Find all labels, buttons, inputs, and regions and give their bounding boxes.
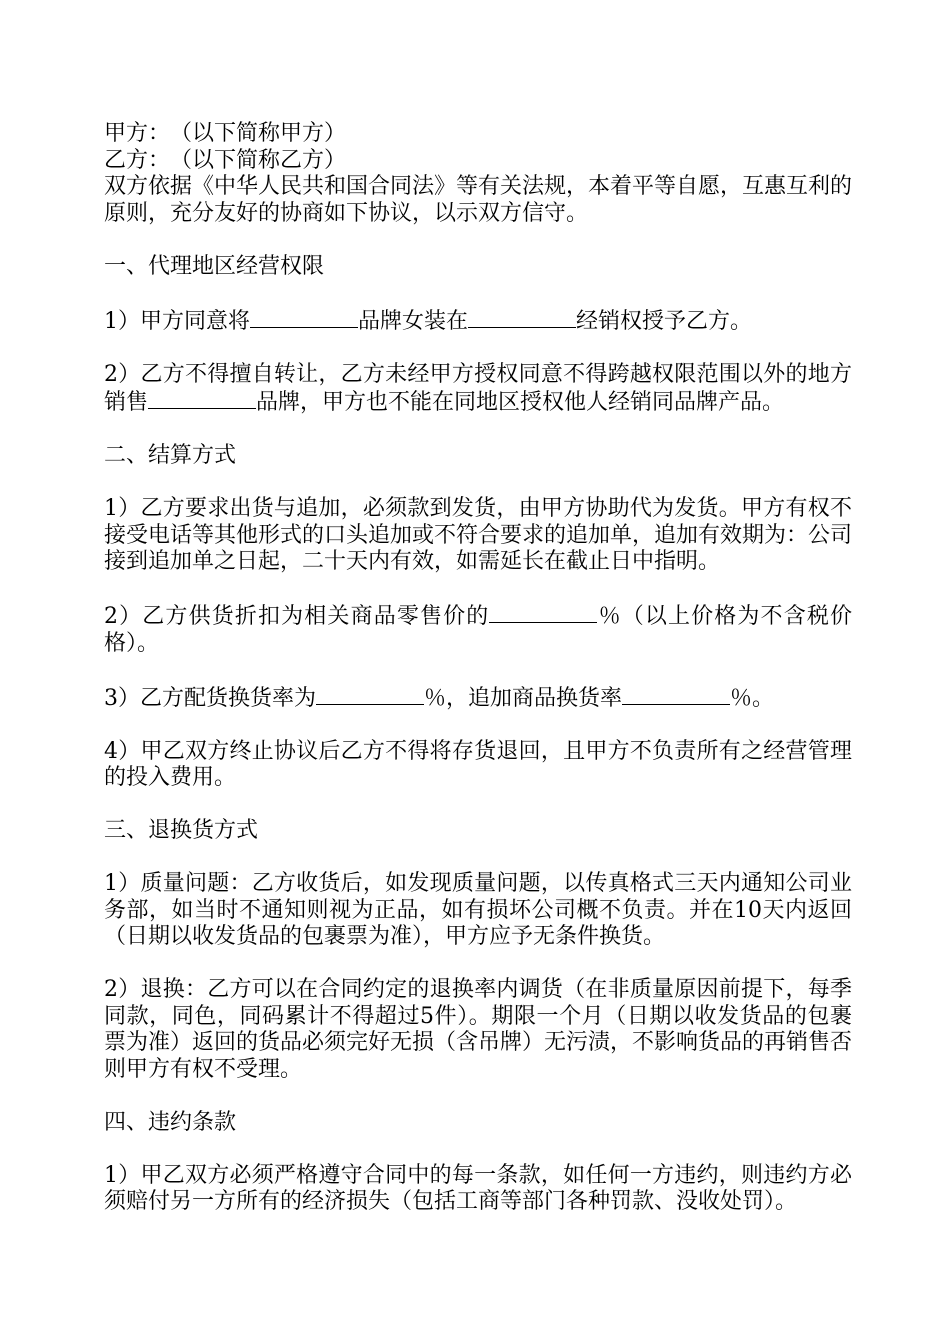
section-2-clause-4: 4）甲乙双方终止协议后乙方不得将存货退回，且甲方不负责所有之经营管理的投入费用。 <box>104 738 852 790</box>
blank-exchange-rate <box>316 684 424 705</box>
section-2-clause-1: 1）乙方要求出货与追加，必须款到发货，由甲方协助代为发货。甲方有权不接受电话等其他形式的口头追加或不符合要求的追加单，追加有效期为：公司接到追加单之日起，二十天内有效，如需延长在截止日中指明。 <box>104 496 853 574</box>
party-a-line: 甲方： （以下简称甲方） <box>104 121 347 146</box>
section-1-clause-2: 2）乙方不得擅自转让，乙方未经甲方授权同意不得跨越权限范围以外的地方销售 品牌，甲方也不能在同地区授权他人经销同品牌产品。 <box>104 361 852 415</box>
contract-page <box>104 121 852 1242</box>
blank-region <box>468 307 576 328</box>
section-3-clause-2: 2）退换：乙方可以在合同约定的退换率内调货（在非质量原因前提下，每季同款，同色，同码累计不得超过5件）。期限一个月（日期以收发货品的包裹票为准）返回的货品必须完好无损（含吊牌）无污渍，不影响货品的再销售否则甲方有权不受理。 <box>104 977 853 1082</box>
intro-paragraph: 双方依据《中华人民共和国合同法》等有关法规，本着平等自愿，互惠互利的原则，充分友好的协商如下协议，以示双方信守。 <box>104 174 853 226</box>
blank-brand <box>250 307 358 328</box>
section-4-title: 四、违约条款 <box>104 1109 237 1135</box>
section-4-clause-1: 1）甲乙双方必须严格遵守合同中的每一条款，如任何一方违约，则违约方必须赔付另一方所有的经济损失（包括工商等部门各种罚款、没收处罚）。 <box>104 1162 852 1214</box>
section-3-title: 三、退换货方式 <box>104 818 259 843</box>
blank-brand-2 <box>148 388 256 409</box>
section-2-clause-2: 2）乙方供货折扣为相关商品零售价的 ％（以上价格为不含税价格）。 <box>104 604 852 656</box>
section-1-title: 一、代理地区经营权限 <box>104 253 325 279</box>
party-b-line: 乙方： （以下简称乙方） <box>104 147 347 173</box>
section-2-title: 二、结算方式 <box>104 443 237 468</box>
section-2-clause-3: 3）乙方配货换货率为 ％，追加商品换货率 ％。 <box>104 685 775 711</box>
section-3-clause-1: 1）质量问题：乙方收货后，如发现质量问题，以传真格式三天内通知公司业务部，如当时不通知则视为正品，如有损坏公司概不负责。并在10天内返回（日期以收发货品的包裹票为准），甲方应予无条件换货。 <box>104 871 852 949</box>
blank-extra-exchange-rate <box>622 684 730 705</box>
blank-discount <box>489 602 597 623</box>
section-1-clause-1: 1）甲方同意将 品牌女装在 经销权授予乙方。 <box>104 308 753 334</box>
